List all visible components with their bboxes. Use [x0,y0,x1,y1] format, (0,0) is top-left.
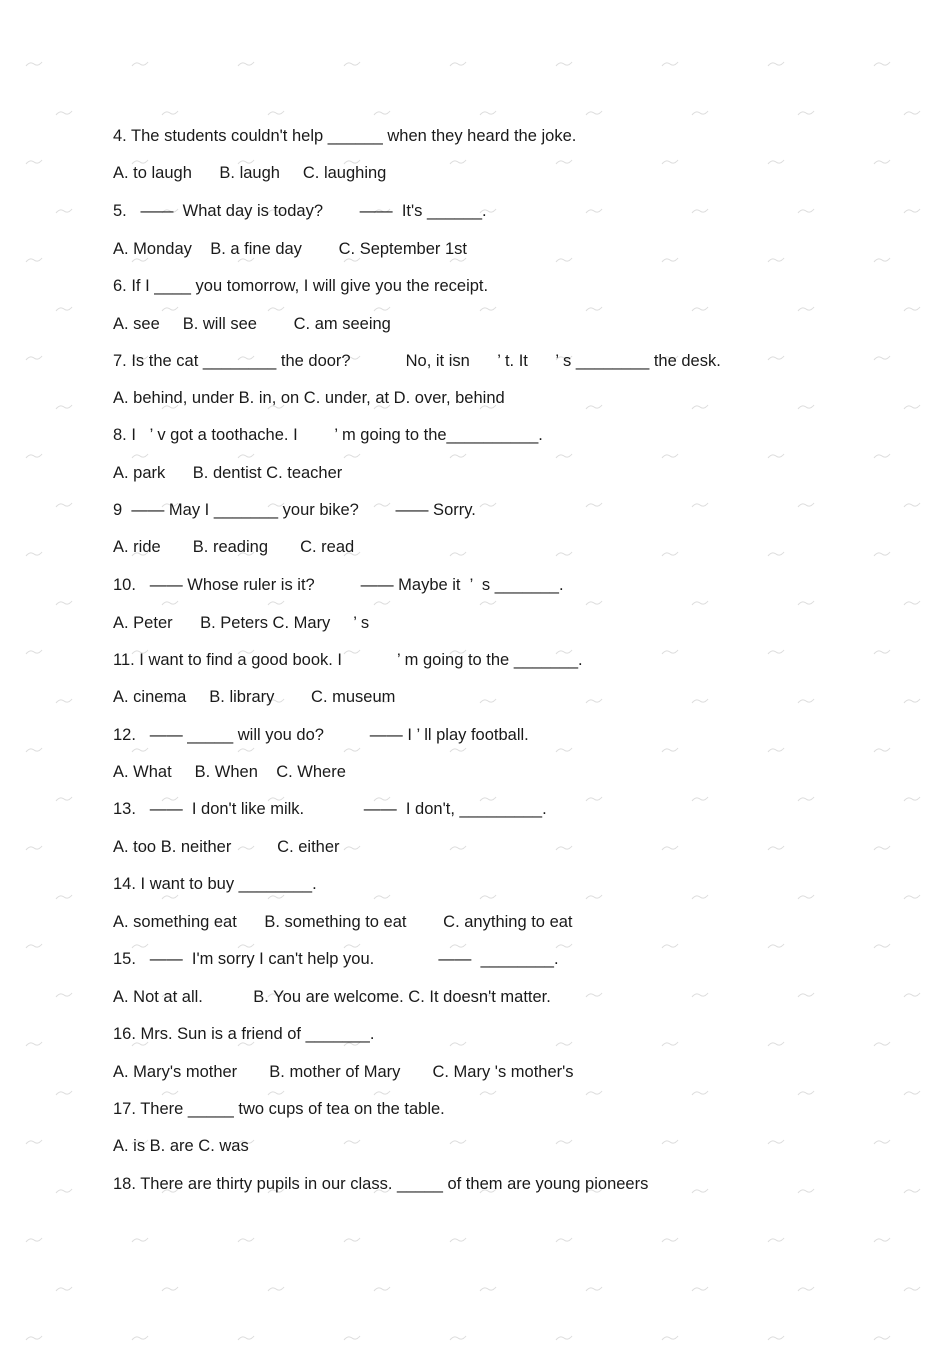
watermark-mark [873,158,891,166]
watermark-mark [585,1285,603,1293]
watermark-mark [237,746,255,754]
watermark-mark [661,158,679,166]
watermark-mark [767,354,785,362]
watermark-mark [873,1334,891,1342]
watermark-mark [903,109,921,117]
watermark-mark [237,60,255,68]
watermark-mark [661,1040,679,1048]
options-17: A. is B. are C. was [113,1137,249,1155]
watermark-mark [161,305,179,313]
watermark-mark [161,1285,179,1293]
watermark-mark [767,550,785,558]
watermark-mark [55,1285,73,1293]
watermark-mark [25,648,43,656]
watermark-mark [25,844,43,852]
options-12: A. What B. When C. Where [113,763,346,781]
options-4: A. to laugh B. laugh C. laughing [113,164,387,182]
watermark-mark [873,354,891,362]
watermark-mark [55,893,73,901]
watermark-mark [55,305,73,313]
question-14: 14. I want to buy ________. [113,875,317,893]
watermark-mark [55,599,73,607]
watermark-mark [691,991,709,999]
watermark-mark [797,599,815,607]
question-8: 8. I ’ v got a toothache. I ’ m going to the__________. [113,426,543,444]
options-6: A. see B. will see C. am seeing [113,315,391,333]
watermark-mark [903,1089,921,1097]
watermark-mark [691,599,709,607]
watermark-mark [585,109,603,117]
watermark-mark [479,1089,497,1097]
watermark-mark [585,403,603,411]
watermark-mark [767,648,785,656]
watermark-mark [797,1089,815,1097]
watermark-mark [449,1334,467,1342]
watermark-mark [873,550,891,558]
question-5: 5. —— What day is today? —— It's ______. [113,202,487,220]
watermark-mark [55,1187,73,1195]
watermark-mark [903,599,921,607]
watermark-mark [691,1285,709,1293]
watermark-mark [797,403,815,411]
watermark-mark [449,1138,467,1146]
watermark-mark [267,1089,285,1097]
watermark-mark [873,648,891,656]
watermark-mark [585,207,603,215]
watermark-mark [873,1138,891,1146]
question-4: 4. The students couldn't help ______ when they heard the joke. [113,127,577,145]
watermark-mark [797,207,815,215]
watermark-mark [449,1040,467,1048]
watermark-mark [55,697,73,705]
watermark-mark [585,1089,603,1097]
watermark-mark [373,893,391,901]
watermark-mark [585,697,603,705]
watermark-mark [25,1334,43,1342]
watermark-mark [449,60,467,68]
watermark-mark [25,550,43,558]
watermark-mark [797,991,815,999]
watermark-mark [691,697,709,705]
question-7: 7. Is the cat ________ the door? No, it isn ’ t. It ’ s ________ the desk. [113,352,721,370]
watermark-mark [661,550,679,558]
watermark-mark [237,1236,255,1244]
watermark-mark [343,452,361,460]
watermark-mark [691,403,709,411]
watermark-mark [25,60,43,68]
question-11: 11. I want to find a good book. I ’ m going to the _______. [113,651,583,669]
watermark-mark [55,795,73,803]
watermark-mark [131,746,149,754]
watermark-mark [585,893,603,901]
watermark-mark [555,1040,573,1048]
question-6: 6. If I ____ you tomorrow, I will give you the receipt. [113,277,489,295]
watermark-mark [25,942,43,950]
watermark-mark [555,1334,573,1342]
watermark-mark [585,599,603,607]
watermark-mark [373,305,391,313]
watermark-mark [661,1334,679,1342]
watermark-mark [661,648,679,656]
watermark-mark [903,501,921,509]
watermark-mark [131,60,149,68]
question-10: 10. —— Whose ruler is it? —— Maybe it ’ s _______. [113,576,564,594]
watermark-mark [267,305,285,313]
watermark-mark [873,1236,891,1244]
watermark-mark [661,746,679,754]
options-16: A. Mary's mother B. mother of Mary C. Mary 's mother's [113,1063,574,1081]
watermark-mark [237,1334,255,1342]
watermark-mark [691,1089,709,1097]
watermark-mark [25,452,43,460]
watermark-mark [767,452,785,460]
watermark-mark [373,1285,391,1293]
watermark-mark [797,893,815,901]
watermark-mark [873,942,891,950]
options-13: A. too B. neither C. either [113,838,340,856]
watermark-mark [25,1040,43,1048]
question-12: 12. —— _____ will you do? —— I ’ ll play football. [113,726,529,744]
watermark-mark [343,60,361,68]
watermark-mark [25,256,43,264]
watermark-mark [767,746,785,754]
watermark-mark [691,109,709,117]
watermark-mark [797,305,815,313]
question-15: 15. —— I'm sorry I can't help you. —— ________. [113,950,559,968]
options-10: A. Peter B. Peters C. Mary ’ s [113,614,370,632]
watermark-mark [767,844,785,852]
watermark-mark [449,844,467,852]
watermark-mark [55,991,73,999]
watermark-mark [131,1334,149,1342]
question-18: 18. There are thirty pupils in our class. _____ of them are young pioneers [113,1175,649,1193]
question-13: 13. —— I don't like milk. —— I don't, _________. [113,800,547,818]
watermark-mark [903,403,921,411]
watermark-mark [691,1187,709,1195]
watermark-mark [267,1285,285,1293]
watermark-mark [479,109,497,117]
watermark-mark [767,60,785,68]
watermark-mark [873,746,891,754]
watermark-mark [55,403,73,411]
watermark-mark [479,697,497,705]
watermark-mark [661,844,679,852]
watermark-mark [555,158,573,166]
watermark-mark [797,109,815,117]
watermark-mark [55,109,73,117]
watermark-mark [449,158,467,166]
watermark-mark [903,207,921,215]
watermark-mark [55,501,73,509]
watermark-mark [25,746,43,754]
options-14: A. something eat B. something to eat C. anything to eat [113,913,573,931]
watermark-mark [267,109,285,117]
watermark-mark [767,1040,785,1048]
watermark-mark [767,158,785,166]
watermark-mark [873,256,891,264]
watermark-mark [479,305,497,313]
watermark-mark [661,60,679,68]
watermark-mark [343,844,361,852]
watermark-mark [903,893,921,901]
watermark-mark [555,60,573,68]
watermark-mark [797,795,815,803]
watermark-mark [25,1138,43,1146]
watermark-mark [161,1089,179,1097]
watermark-mark [767,1138,785,1146]
watermark-mark [767,1236,785,1244]
watermark-mark [479,1285,497,1293]
watermark-mark [479,501,497,509]
question-9: 9 —— May I _______ your bike? —— Sorry. [113,501,476,519]
watermark-mark [691,795,709,803]
watermark-mark [267,893,285,901]
watermark-mark [555,1138,573,1146]
watermark-mark [691,501,709,509]
watermark-mark [55,1089,73,1097]
watermark-mark [373,1089,391,1097]
watermark-mark [449,746,467,754]
watermark-mark [55,207,73,215]
watermark-mark [661,1138,679,1146]
options-7: A. behind, under B. in, on C. under, at D. over, behind [113,389,505,407]
watermark-mark [267,599,285,607]
watermark-mark [343,1236,361,1244]
watermark-mark [25,1236,43,1244]
watermark-mark [903,305,921,313]
watermark-mark [449,452,467,460]
watermark-mark [691,207,709,215]
watermark-mark [797,1285,815,1293]
question-17: 17. There _____ two cups of tea on the table. [113,1100,445,1118]
options-8: A. park B. dentist C. teacher [113,464,343,482]
watermark-mark [661,452,679,460]
watermark-mark [903,1285,921,1293]
watermark-mark [25,158,43,166]
watermark-mark [161,109,179,117]
question-16: 16. Mrs. Sun is a friend of _______. [113,1025,375,1043]
watermark-mark [903,991,921,999]
watermark-mark [661,1236,679,1244]
watermark-mark [161,893,179,901]
watermark-mark [873,452,891,460]
watermark-mark [797,501,815,509]
watermark-mark [373,109,391,117]
options-15: A. Not at all. B. You are welcome. C. It doesn't matter. [113,988,551,1006]
watermark-mark [131,1236,149,1244]
watermark-mark [903,1187,921,1195]
watermark-mark [767,1334,785,1342]
watermark-mark [767,942,785,950]
watermark-mark [161,599,179,607]
watermark-mark [343,1334,361,1342]
watermark-mark [873,1040,891,1048]
watermark-mark [555,256,573,264]
watermark-mark [873,844,891,852]
watermark-mark [479,599,497,607]
watermark-mark [691,893,709,901]
watermark-mark [555,1236,573,1244]
watermark-mark [903,697,921,705]
watermark-mark [449,1236,467,1244]
watermark-mark [25,354,43,362]
watermark-mark [555,746,573,754]
options-5: A. Monday B. a fine day C. September 1st [113,240,468,258]
watermark-mark [661,942,679,950]
watermark-mark [555,550,573,558]
watermark-mark [903,795,921,803]
watermark-mark [479,893,497,901]
watermark-mark [555,452,573,460]
watermark-mark [343,1138,361,1146]
watermark-mark [373,599,391,607]
watermark-mark [585,305,603,313]
watermark-mark [691,305,709,313]
watermark-mark [343,746,361,754]
watermark-mark [585,795,603,803]
options-9: A. ride B. reading C. read [113,538,355,556]
options-11: A. cinema B. library C. museum [113,688,396,706]
watermark-mark [797,697,815,705]
watermark-mark [237,452,255,460]
watermark-mark [767,256,785,264]
watermark-mark [555,844,573,852]
watermark-mark [661,256,679,264]
watermark-mark [797,1187,815,1195]
watermark-mark [585,501,603,509]
watermark-mark [131,452,149,460]
watermark-mark [585,991,603,999]
watermark-mark [873,60,891,68]
watermark-mark [449,550,467,558]
